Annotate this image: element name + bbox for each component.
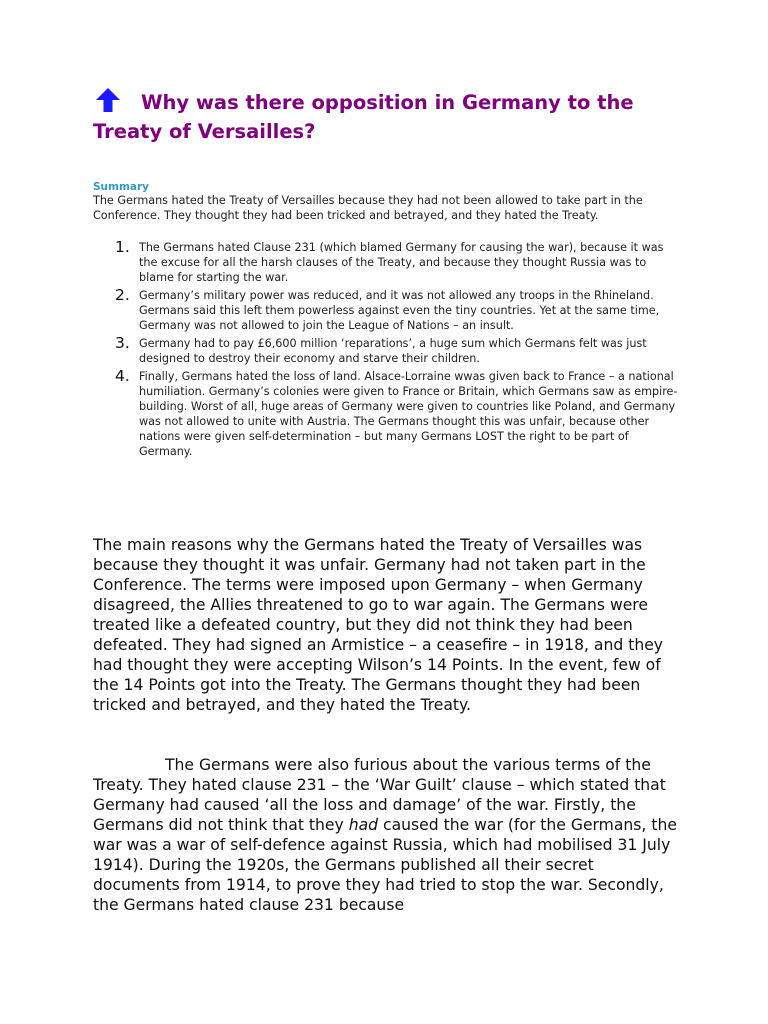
summary-point — [93, 369, 683, 459]
point-number: 1. — [115, 238, 130, 256]
para2-text-start: The Germans were also furious about the various terms of the Treaty. They hated clause 231 – the ‘War Guilt’ clause – which stated that Germany had caused ‘all the loss and damage’ of the war. Firstly, the Germans did not think that they — [93, 756, 666, 834]
page-title — [93, 88, 673, 146]
point-number: 4. — [115, 367, 130, 385]
title-line-2: Treaty of Versailles? — [93, 120, 316, 143]
body-paragraph-2 — [93, 755, 683, 915]
summary-points-list — [93, 240, 683, 462]
point-text: Germany had to pay £6,600 million ‘reparations’, a huge sum which Germans felt was just designed to destroy their economy and starve their children. — [139, 337, 647, 365]
point-number: 2. — [115, 286, 130, 304]
point-text: Germany’s military power was reduced, and it was not allowed any troops in the Rhineland. Germans said this left them powerless against even the tiny countries. Yet at the same time, Germany was not allowed to join the League of Nations – an insult. — [139, 289, 660, 332]
para2-emphasis: had — [348, 816, 379, 834]
point-text: The Germans hated Clause 231 (which blamed Germany for causing the war), because it was the excuse for all the harsh clauses of the Treaty, and because they thought Russia was to blame for starting the war. — [139, 241, 664, 284]
summary-point — [93, 336, 683, 366]
body-paragraph-1: The main reasons why the Germans hated the Treaty of Versailles was because they thought it was unfair. Germany had not taken part in the Conference. The terms were imposed upon Germany – when Germany disagreed, the Allies threatened to go to war again. The Germans were treated like a defeated country, but they did not think they had been defeated. They had signed an Armistice – a ceasefire – in 1918, and they had thought they were accepting Wilson’s 14 Points. In the event, few of the 14 Points got into the Treaty. The Germans thought they had been tricked and betrayed, and they hated the Treaty. — [93, 536, 664, 714]
summary-point — [93, 240, 683, 285]
summary-point — [93, 288, 683, 333]
point-number: 3. — [115, 334, 130, 352]
summary-text: The Germans hated the Treaty of Versailles because they had not been allowed to take part in the Conference. They thought they had been tricked and betrayed, and they hated the Treaty. — [93, 194, 643, 222]
summary-label: Summary — [93, 181, 150, 193]
title-line-1: Why was there opposition in Germany to the — [141, 91, 634, 114]
para2-text-end: caused the war (for the Germans, the war was a war of self-defence against Russia, which had mobilised 31 July 1914). During the 1920s, the Germans published all their secret documents from 1914, to prove they had tried to stop the war. Secondly, the Germans hated clause 231 because — [93, 816, 677, 914]
point-text: Finally, Germans hated the loss of land. Alsace-Lorraine wwas given back to France – a national humiliation. Germany’s colonies were given to France or Britain, which Germans saw as empire-building. Worst of all, huge areas of Germany were given to countries like Poland, and Germany was not allowed to unite with Austria. The Germans thought this was unfair, because other nations were given self-determination – but many Germans LOST the right to be part of Germany. — [139, 370, 678, 458]
